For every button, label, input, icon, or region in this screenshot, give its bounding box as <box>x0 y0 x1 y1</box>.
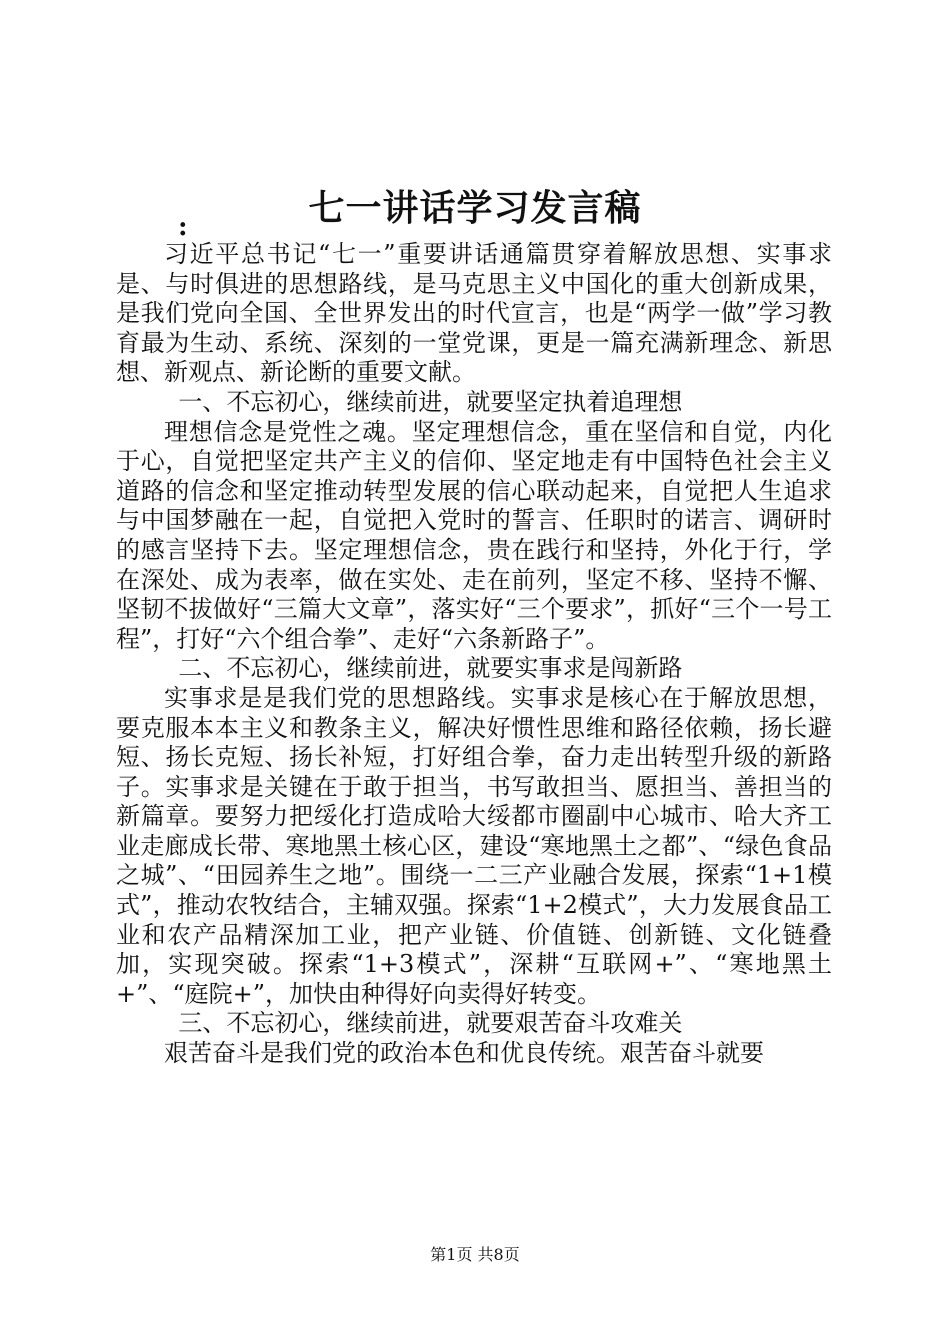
section-heading-2: 二、不忘初心，继续前进，就要实事求是闯新路 <box>178 654 683 683</box>
author-colon: : <box>178 212 188 242</box>
page-footer: 第1页 共8页 <box>430 1245 520 1264</box>
section-paragraph-1: 理想信念是党性之魂。坚定理想信念，重在坚信和自觉，内化于心，自觉把坚定共产主义的信仰、坚定地走有中国特色社会主义道路的信念和坚定推动转型发展的信心联动起来，自觉把人生追求与中国梦融在一起，自觉把入党时的誓言、任职时的诺言、调研时的感言坚持下去。坚定理想信念，贵在践行和坚持，外化于行，学在深处、成为表率，做在实处、走在前列，坚定不移、坚持不懈、坚韧不拔做好“三篇大文章”，落实好“三个要求”，抓好“三个一号工程”，打好“六个组合拳”、走好“六条新路子”。 <box>116 417 832 653</box>
section-paragraph-3: 艰苦奋斗是我们党的政治本色和优良传统。艰苦奋斗就要 <box>164 1039 764 1068</box>
intro-paragraph: 习近平总书记“七一”重要讲话通篇贯穿着解放思想、实事求是、与时俱进的思想路线，是马克思主义中国化的重大创新成果，是我们党向全国、全世界发出的时代宣言，也是“两学一做”学习教育最为生动、系统、深刻的一堂党课，更是一篇充满新理念、新思想、新观点、新论断的重要文献。 <box>116 240 832 387</box>
section-paragraph-2: 实事求是是我们党的思想路线。实事求是核心在于解放思想，要克服本本主义和教条主义，解决好惯性思维和路径依赖，扬长避短、扬长克短、扬长补短，打好组合拳，奋力走出转型升级的新路子。实事求是关键在于敢于担当，书写敢担当、愿担当、善担当的新篇章。要努力把绥化打造成哈大绥都市圈副中心城市、哈大齐工业走廊成长带、寒地黑土核心区，建设“寒地黑土之都”、“绿色食品之城”、“田园养生之地”。围绕一二三产业融合发展，探索“1+1模式”，推动农牧结合，主辅双强。探索“1+2模式”，大力发展食品工业和农产品精深加工业，把产业链、价值链、创新链、文化链叠加，实现突破。探索“1+3模式”，深耕“互联网+”、“寒地黑土+”、“庭院+”，加快由种得好向卖得好转变。 <box>116 683 832 1008</box>
document-title: 七一讲话学习发言稿 <box>308 187 642 229</box>
section-heading-3: 三、不忘初心，继续前进，就要艰苦奋斗攻难关 <box>178 1009 683 1038</box>
section-heading-1: 一、不忘初心，继续前进，就要坚定执着追理想 <box>178 387 683 416</box>
document-body <box>116 240 832 1069</box>
